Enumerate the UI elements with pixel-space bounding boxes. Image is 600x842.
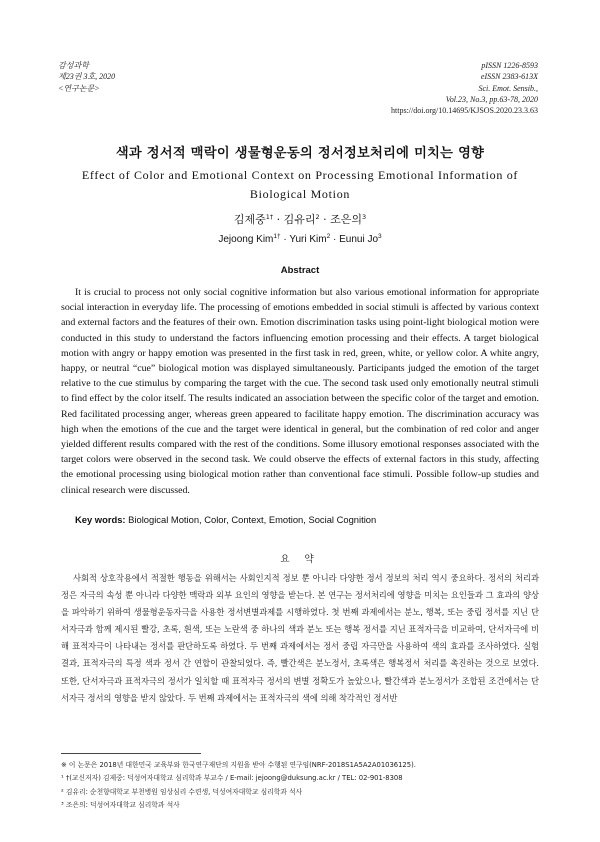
authors-ko [0, 211, 600, 227]
author-2-mark: 2 [315, 213, 320, 221]
author-3-mark: 3 [362, 213, 367, 221]
journal-name-en: Sci. Emot. Sensib., [478, 83, 538, 93]
author-3-mark: 3 [378, 233, 382, 240]
footnote-funding: ※ 이 논문은 2018년 대한민국 교육부와 한국연구재단의 지원을 받아 수행된 연구임(NRF-2018S1A5A2A01036125). [61, 761, 416, 769]
author-3-ko: 조은의 [330, 213, 363, 226]
paper-title-en: Effect of Color and Emotional Context on Processing Emotional Information of Biological Motion [81, 168, 519, 201]
summary-heading: 요 약 [280, 554, 320, 565]
journal-header-left [58, 60, 115, 94]
author-2-en: Yuri Kim [289, 234, 327, 245]
abstract-text: It is crucial to process not only social cognitive information but also various emotional information for appropriate social interaction in everyday life. The processing of emotions embedded in social stimuli is affected by various context and external factors and the features of their own. Emotion discrimination tasks using point-light biological motion were conducted in this study to understand the factors influencing emotion processing and their effects. A target biological motion with angry or happy emotion was presented in the first task in red, green, white, or yellow color. A white angry, happy, or neutral “cue” biological motion was displayed simultaneously. Participants judged the emotion of the target relative to the cue stimulus by comparing the target with the cue. The second task used only emotionally neutral stimuli to find effect by the color itself. The results indicated an association between the specific color of the target and emotion. Red facilitated processing anger, whereas green appeared to facilitate happy emotion. The discrimination accuracy was high when the emotions of the cue and the target were identical in general, but the combination of red color and anger yielded different results compared with the rest of the conditions. Some illusory emotional responses associated with the target colors were observed in the second task. We could observe the effects of external factors in this study, affecting the emotional processing using biological motion rather than conventional face stimuli. Possible follow-up studies and clinical research were discussed. [61, 287, 539, 496]
author-separator: · [330, 234, 340, 245]
keywords-list: Biological Motion, Color, Context, Emotion, Social Cognition [128, 514, 377, 525]
keywords-line [75, 514, 376, 525]
author-3-en: Eunui Jo [339, 234, 379, 245]
footnote-author-2: ² 김유리: 순천향대학교 부천병원 임상심리 수련생, 덕성여자대학교 심리학과 석사 [61, 787, 303, 796]
journal-header-right [391, 60, 538, 116]
summary-text: 사회적 상호작용에서 적절한 행동을 위해서는 사회인지적 정보 뿐 아니라 다양한 정서 정보의 처리 역시 중요하다. 정서의 처리과정은 자극의 속성 뿐 아니라 다양한 맥락과 외부 요인의 영향을 받는다. 본 연구는 정서처리에 영향을 미치는 요인들과 그 효과의 양상을 파악하기 위하여 생물형운동자극을 사용한 정서변별과제를 시행하였다. 첫 번째 과제에서는 분노, 행복, 또는 중립 정서를 지닌 단서자극과 함께 제시된 빨강, 초록, 흰색, 또는 노란색 중 하나의 색과 분노 또는 행복 정서를 지닌 표적자극을 비교하여, 단서자극에 비해 표적자극이 나타내는 정서를 판단하도록 하였다. 두 번째 과제에서는 정서 중립 자극만을 사용하여 색의 효과를 조사하였다. 실험 결과, 표적자극의 특정 색과 정서 간 연합이 관찰되었다. 즉, 빨간색은 분노정서, 초록색은 행복정서 처리를 촉진하는 것으로 보였다. 또한, 단서자극과 표적자극의 정서가 일치할 때 표적자극 정서의 변별 정확도가 높았으나, 빨간색과 분노정서가 조합된 조건에서는 단서자극 정서의 영향을 받지 않았다. 두 번째 과제에서는 표적자극의 색에 의해 착각적인 정서반 [61, 573, 539, 703]
author-1-mark: 1† [273, 233, 281, 240]
keywords-label: Key words: [75, 514, 126, 525]
authors-en [0, 233, 600, 245]
issue-info-ko: 제23권 3호, 2020 [58, 72, 116, 82]
paper-title-ko: 색과 정서적 맥락이 생물형운동의 정서정보처리에 미치는 영향 [115, 146, 485, 161]
author-separator: · [273, 213, 284, 226]
author-2-mark: 2 [326, 233, 331, 240]
author-1-en: Jejoong Kim [218, 234, 274, 245]
volume-info: Vol.23, No.3, pp.63-78, 2020 [445, 94, 538, 104]
footnote-divider [61, 753, 201, 754]
footnote-corresponding-author: ¹ †(교신저자) 김제중: 덕성여자대학교 심리학과 부교수 / E-mail: jejoong@duksung.ac.kr / TEL: 02-901-8308 [61, 774, 403, 783]
author-1-ko: 김제중 [233, 213, 266, 226]
author-separator: · [319, 213, 331, 226]
abstract-heading: Abstract [280, 265, 320, 276]
doi-link[interactable]: https://doi.org/10.14695/KJSOS.2020.23.3.63 [391, 106, 538, 116]
pissn: pISSN 1226-8593 [481, 61, 538, 70]
journal-name-ko: 감성과학 [58, 61, 89, 70]
footnote-author-3: ³ 조은의: 덕성여자대학교 심리학과 석사 [61, 800, 180, 809]
footnotes [61, 759, 541, 812]
eissn: eISSN 2383-613X [480, 72, 538, 82]
author-separator: · [280, 234, 290, 245]
article-type: <연구논문> [58, 83, 100, 93]
author-2-ko: 김유리 [283, 213, 316, 226]
author-1-mark: 1† [265, 213, 274, 221]
